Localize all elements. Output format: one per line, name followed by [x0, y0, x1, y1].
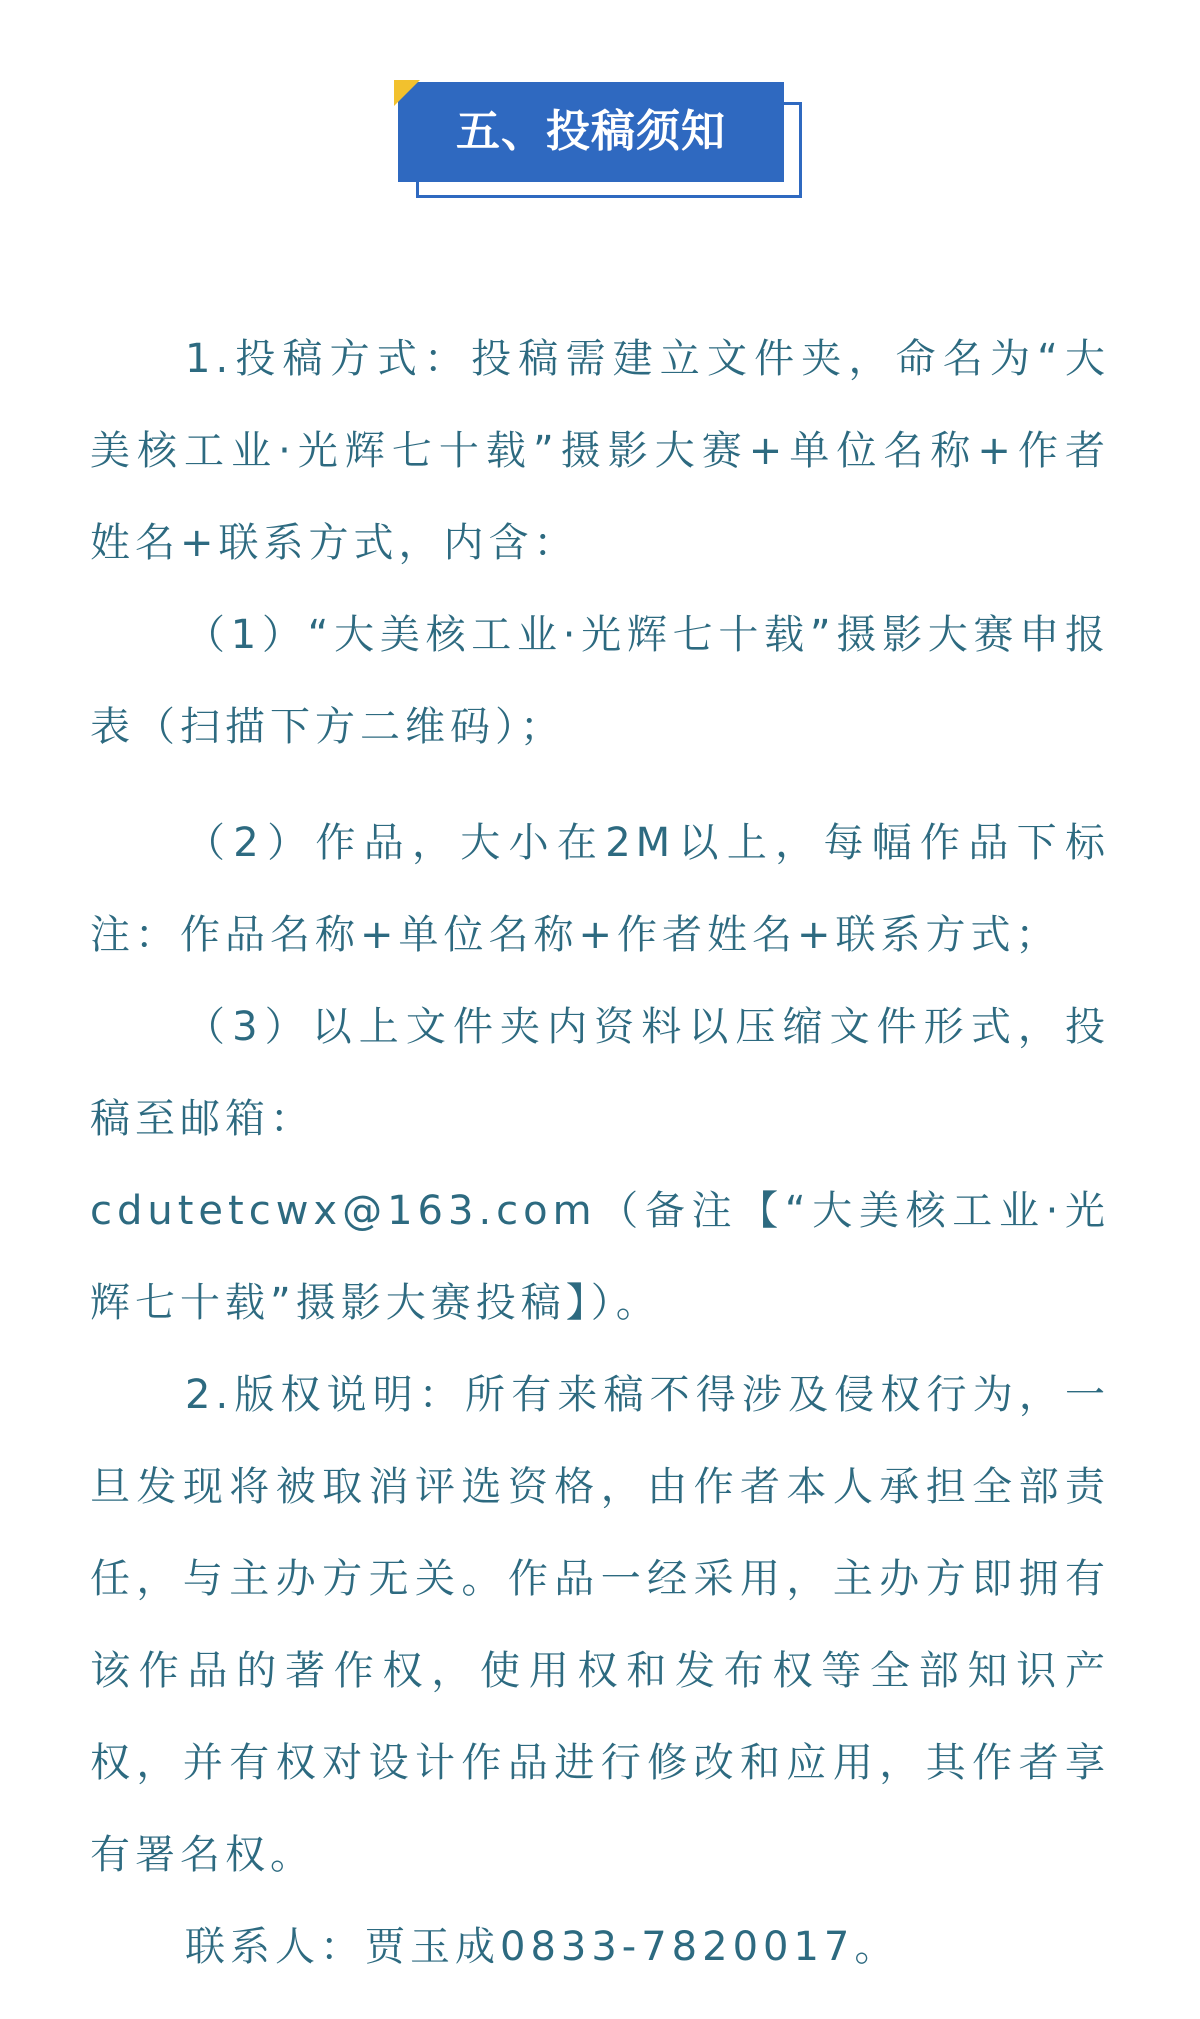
works-requirement-item: （2）作品，大小在2M以上，每幅作品下标注：作品名称+单位名称+作者姓名+联系方式； [90, 820, 1110, 958]
contact-line: 联系人：贾玉成0833-7820017。 [185, 1924, 900, 1970]
corner-accent-icon [394, 80, 420, 106]
submission-email-line: cdutetcwx@163.com（备注【“大美核工业·光辉七十载”摄影大赛投稿】）。 [90, 1188, 1110, 1326]
compressed-file-item: （3）以上文件夹内资料以压缩文件形式，投稿至邮箱： [90, 1004, 1110, 1142]
section-heading: 五、投稿须知 [398, 82, 784, 182]
section-heading-badge [398, 82, 802, 202]
submission-method-paragraph: 1.投稿方式：投稿需建立文件夹，命名为“大美核工业·光辉七十载”摄影大赛+单位名称+作者姓名+联系方式，内含： [90, 336, 1110, 566]
copyright-paragraph: 2.版权说明：所有来稿不得涉及侵权行为，一旦发现将被取消评选资格，由作者本人承担全部责任，与主办方无关。作品一经采用，主办方即拥有该作品的著作权，使用权和发布权等全部知识产权，并有权对设计作品进行修改和应用，其作者享有署名权。 [90, 1372, 1110, 1878]
submission-notice-body [90, 313, 1110, 1993]
application-form-item: （1）“大美核工业·光辉七十载”摄影大赛申报表（扫描下方二维码）； [90, 612, 1110, 750]
